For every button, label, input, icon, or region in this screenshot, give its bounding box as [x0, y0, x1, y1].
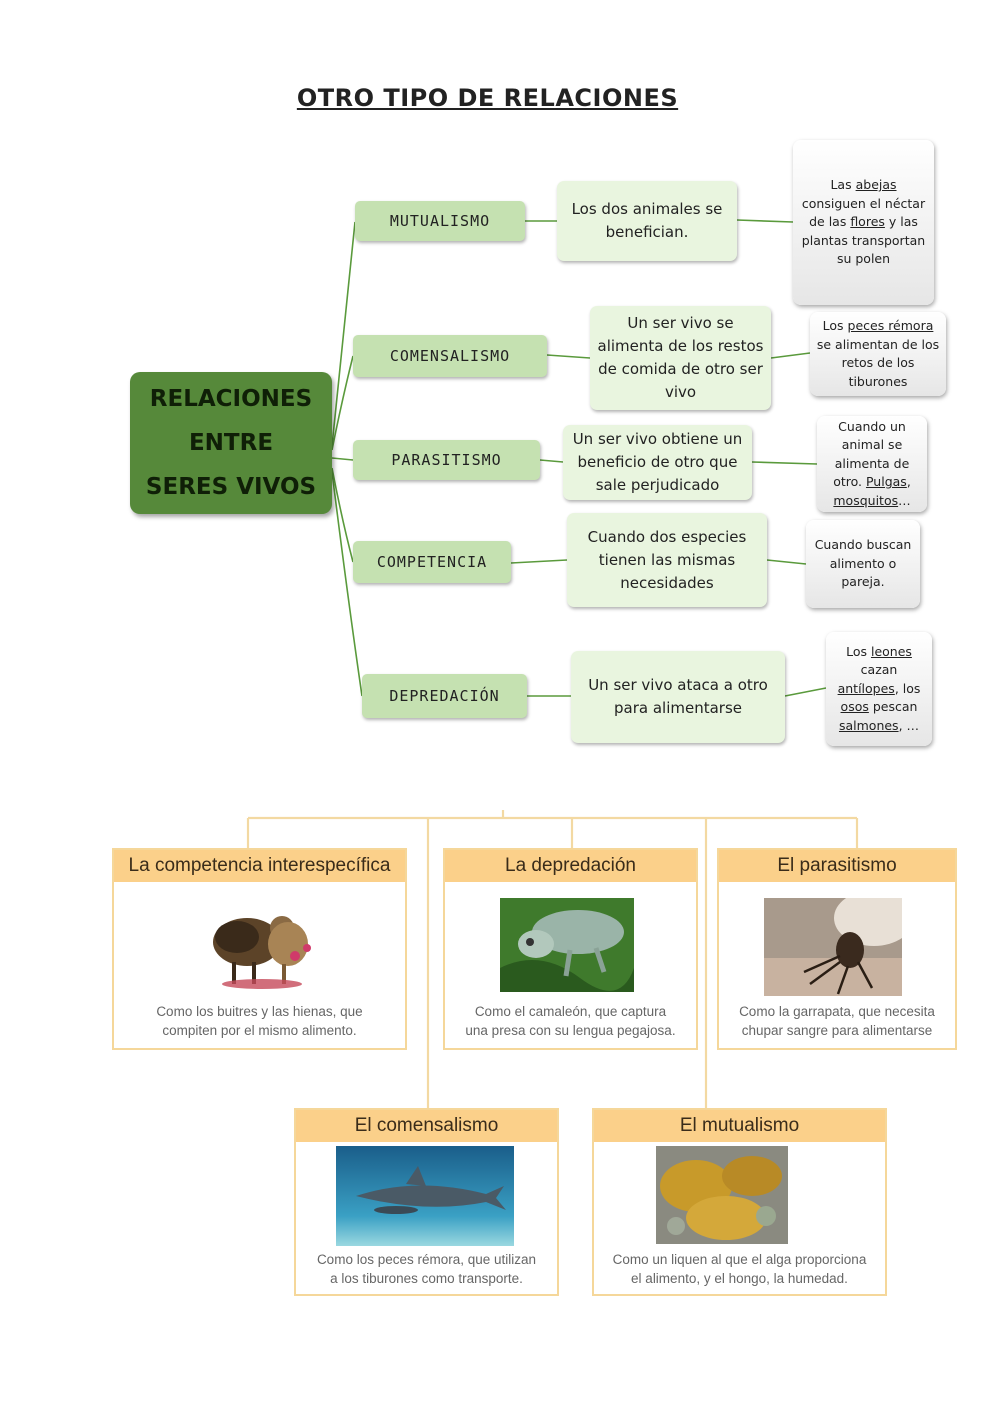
description-parasitismo: Un ser vivo obtiene un beneficio de otro que sale perjudicado	[563, 425, 752, 500]
card-caption: Como un liquen al que el alga proporciona el alimento, y el hongo, la humedad.	[612, 1252, 867, 1286]
card-caption: Como los peces rémora, que utilizan a los tiburones como transporte.	[316, 1252, 537, 1286]
description-competencia: Cuando dos especies tienen las mismas necesidades	[567, 513, 767, 607]
example-depredacion: Los leones cazan antílopes, los osos pescan salmones, …	[826, 632, 932, 746]
category-competencia: COMPETENCIA	[353, 541, 511, 583]
vulture-hyena-image	[192, 892, 332, 992]
connector-root-parasitismo	[332, 458, 353, 460]
card-title: El mutualismo	[594, 1110, 885, 1142]
card-comensalismo	[294, 1108, 559, 1296]
category-comensalismo: COMENSALISMO	[353, 335, 547, 377]
page-title: OTRO TIPO DE RELACIONES	[296, 84, 679, 112]
example-comensalismo: Los peces rémora se alimentan de los retos de los tiburones	[810, 312, 946, 396]
example-competencia: Cuando buscan alimento o pareja.	[806, 520, 920, 608]
lichen-image	[656, 1146, 788, 1244]
connector-root-comensalismo	[332, 356, 353, 450]
description-comensalismo: Un ser vivo se alimenta de los restos de comida de otro ser vivo	[590, 306, 771, 410]
card-caption: Como los buitres y las hienas, que compiten por el mismo alimento.	[156, 1004, 363, 1038]
card-caption: Como el camaleón, que captura una presa con su lengua pegajosa.	[465, 1004, 676, 1038]
tick-image	[764, 898, 902, 996]
card-mutualismo	[592, 1108, 887, 1296]
description-depredacion: Un ser vivo ataca a otro para alimentarse	[571, 651, 785, 743]
shark-remora-image	[336, 1146, 514, 1246]
card-competencia	[112, 848, 407, 1050]
example-mutualismo: Las abejas consiguen el néctar de las flores y las plantas transportan su polen	[793, 140, 934, 305]
category-parasitismo: PARASITISMO	[353, 440, 540, 480]
root-line-3: SERES VIVOS	[145, 474, 317, 500]
card-title: El parasitismo	[719, 850, 955, 882]
category-mutualismo: MUTUALISMO	[355, 201, 525, 241]
connector-root-depredacion	[332, 472, 362, 696]
card-title: El comensalismo	[296, 1110, 557, 1142]
card-caption: Como la garrapata, que necesita chupar sangre para alimentarse	[739, 1004, 935, 1038]
connector-root-mutualismo	[332, 222, 355, 446]
root-line-1: RELACIONES	[149, 386, 313, 412]
root-line-2: ENTRE	[188, 430, 274, 456]
example-parasitismo: Cuando un animal se alimenta de otro. Pulgas, mosquitos…	[817, 416, 927, 512]
chameleon-image	[500, 898, 634, 992]
connector-root-competencia	[332, 468, 353, 562]
root-node	[130, 372, 332, 514]
card-depredacion	[443, 848, 698, 1050]
description-mutualismo: Los dos animales se benefician.	[557, 181, 737, 261]
card-parasitismo	[717, 848, 957, 1050]
card-title: La competencia interespecífica	[114, 850, 405, 882]
category-depredacion: DEPREDACIÓN	[362, 674, 527, 718]
card-title: La depredación	[445, 850, 696, 882]
